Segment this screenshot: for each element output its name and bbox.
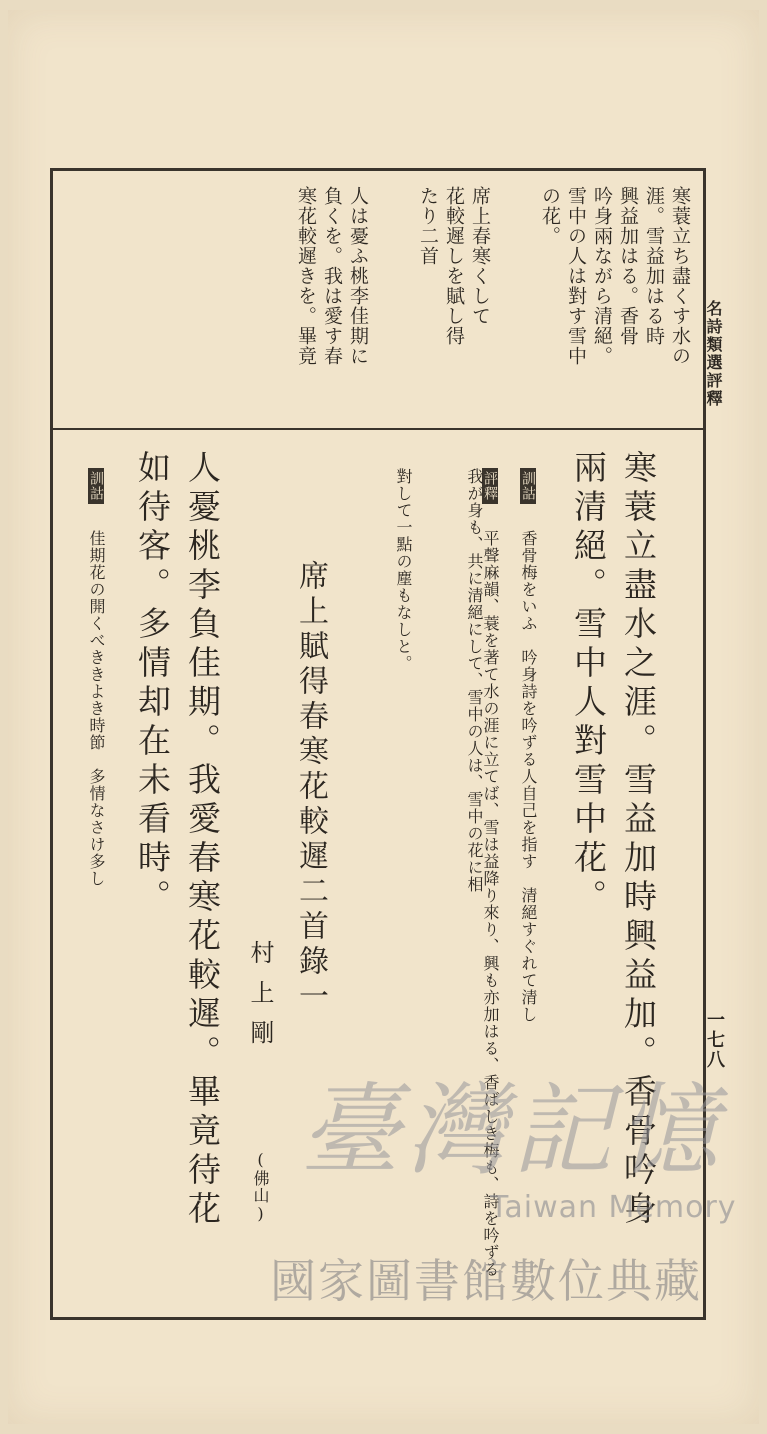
poem1-line-2: 兩清絕。雪中人對雪中花。 xyxy=(569,450,608,918)
upper-line-7: 席上春寒くして xyxy=(469,186,491,326)
upper-line-9: たり二首 xyxy=(417,186,439,266)
hyoshaku-1-end: 對して一點の塵もなしと。 xyxy=(394,468,413,672)
upper-line-2: 涯。雪益加はる時 xyxy=(643,186,665,346)
upper-line-1: 寒蓑立ち盡くす水の xyxy=(669,186,691,366)
hyoshaku-1 xyxy=(466,468,498,1288)
kunko-2 xyxy=(88,468,104,887)
upper-line-8: 花較遲しを賦し得 xyxy=(443,186,465,346)
kunko-2-label: 訓詁 xyxy=(88,468,104,504)
upper-line-6: の花。 xyxy=(539,186,561,246)
kunko-1-text: 香骨梅をいふ 吟身詩を吟ずる人自己を指す 清絕すぐれて清し xyxy=(519,530,538,1023)
watermark-chinese: 國家圖書館數位典藏 xyxy=(270,1254,702,1308)
upper-line-3: 興益加はる。香骨 xyxy=(617,186,639,346)
upper-line-11: 負くを。我は愛す春 xyxy=(321,186,343,366)
poem2-title: 席上賦得春寒花較遲二首錄一 xyxy=(293,560,328,1015)
poem2-line-2: 如待客。多情却在未看時。 xyxy=(133,450,172,918)
watermark-script: 臺灣記憶 xyxy=(300,1072,724,1189)
author-note: (佛山) xyxy=(251,1150,270,1224)
section-divider xyxy=(50,428,706,430)
kunko-1 xyxy=(520,468,536,1023)
upper-line-4: 吟身兩ながら清絕。 xyxy=(591,186,613,366)
kunko-label: 訓詁 xyxy=(520,468,536,504)
poem1-line-1: 寒蓑立盡水之涯。雪益加時興益加。香骨吟身 xyxy=(619,450,658,1230)
poem2-line-1: 人憂桃李負佳期。我愛春寒花較遲。畢竟待花 xyxy=(183,450,222,1230)
upper-line-12: 寒花較遲きを。畢竟 xyxy=(295,186,317,366)
poem2-author: 村上剛 xyxy=(246,940,274,1060)
kunko-2-text: 佳期花の開くべききよき時節 多情なさけ多し xyxy=(87,530,106,887)
hyoshaku-label: 評釋 xyxy=(482,468,498,504)
page-number: 一七八 xyxy=(704,1010,725,1070)
upper-line-10: 人は憂ふ桃李佳期に xyxy=(347,186,369,366)
watermark-english: Taiwan Memory xyxy=(490,1190,737,1225)
upper-line-5: 雪中の人は對す雪中 xyxy=(565,186,587,366)
running-title: 名詩類選評釋 xyxy=(704,300,723,408)
hyoshaku-1-text: 平聲麻韻、蓑を著て水の涯に立てば、雪は益降り來り、興も亦加はる、香ばしき梅も、詩を吟ずる我が身も、共に清絕にして、雪中の人は、雪中の花に相 xyxy=(465,468,500,1278)
